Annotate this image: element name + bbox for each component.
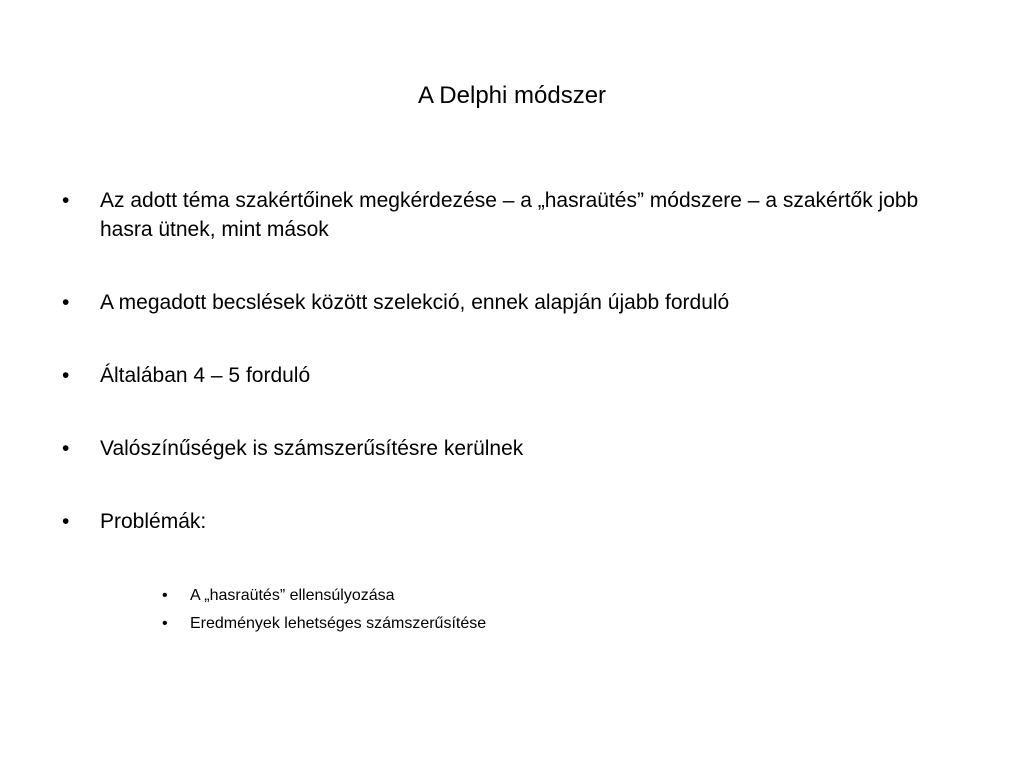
bullet-item	[60, 288, 960, 317]
bullet-icon: •	[62, 189, 70, 212]
bullet-text: Általában 4 – 5 forduló	[100, 364, 311, 387]
bullet-icon: •	[62, 364, 70, 387]
bullet-icon: •	[62, 437, 70, 460]
sub-bullet-text: A „hasraütés” ellensúlyozása	[190, 587, 395, 604]
bullet-text: Az adott téma szakértőinek megkérdezése – a „hasraütés” módszere – a szakértők jobb hasra ütnek, mint mások	[100, 189, 919, 241]
sub-bullet-list	[160, 582, 486, 638]
bullet-item	[60, 434, 960, 463]
bullet-text: Problémák:	[100, 510, 207, 533]
bullet-text: A megadott becslések között szelekció, ennek alapján újabb forduló	[100, 291, 730, 314]
sub-bullet-item	[160, 582, 486, 610]
bullet-item	[60, 507, 960, 536]
bullet-icon: •	[162, 615, 168, 632]
bullet-icon: •	[62, 291, 70, 314]
bullet-item	[60, 361, 960, 390]
bullet-item	[60, 186, 960, 244]
slide-title: A Delphi módszer	[417, 82, 607, 109]
bullet-list	[60, 186, 960, 566]
bullet-icon: •	[62, 510, 70, 533]
sub-bullet-text: Eredmények lehetséges számszerűsítése	[190, 615, 487, 632]
sub-bullet-item	[160, 610, 486, 638]
bullet-icon: •	[162, 587, 168, 604]
bullet-text: Valószínűségek is számszerűsítésre kerülnek	[100, 437, 524, 460]
